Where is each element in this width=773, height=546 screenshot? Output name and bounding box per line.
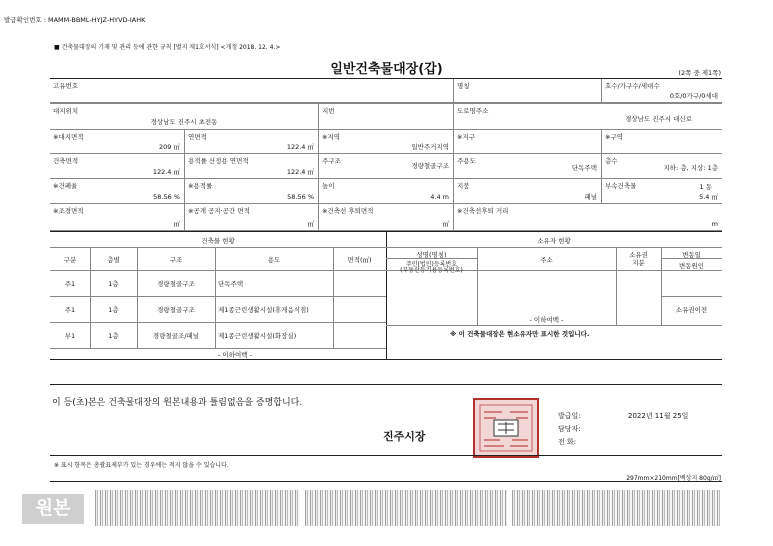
table-row-1-floor: 1층 [108, 280, 119, 288]
building-area-label: 건축면적 [53, 157, 79, 165]
setback-area-unit: ㎡ [442, 220, 449, 228]
site-location-label: 대지위치 [53, 107, 79, 115]
col-header-change-date: 변동일 [682, 251, 701, 259]
paper-size: 297mm×210mm[백상지 80g/㎡] [626, 475, 721, 482]
main-use-value: 단독주택 [571, 164, 597, 172]
coverage-ratio-label: ※건폐율 [53, 182, 78, 190]
table-row-1-structure: 경량철골구조 [157, 280, 195, 288]
coverage-ratio-value: 58.56 % [153, 193, 180, 201]
table-row-3-use: 제1종근린생활시설(화장실) [218, 332, 297, 340]
official-seal [470, 396, 542, 460]
col-header-reg-number: 주민(법인)등록번호 [405, 261, 458, 268]
lot-number-label: 지번 [322, 107, 335, 115]
col-header-change-reason: 변동원인 [678, 262, 705, 270]
units-label: 호수/가구수/세대수 [605, 82, 660, 90]
far-area-value: 122.4 ㎡ [286, 168, 314, 176]
owner-status-heading: 소유자 현황 [537, 237, 571, 245]
page-info: (2쪽 중 제1쪽) [678, 69, 721, 77]
original-logo: 원본 [22, 494, 84, 524]
col-header-address: 주소 [540, 256, 553, 264]
table-row-2-floor: 1층 [108, 306, 119, 314]
register-form [50, 78, 722, 385]
district-label: ※지구 [457, 133, 476, 141]
setback-distance-unit: m [711, 220, 718, 228]
setback-area-label: ※건축선 후퇴면적 [322, 207, 374, 215]
col-header-floor: 층별 [107, 256, 120, 264]
name-label: 명칭 [457, 82, 470, 90]
owner-end-note: - 이하여백 - [529, 316, 564, 324]
table-row-2-division: 주1 [64, 306, 76, 314]
row-landscape [50, 204, 722, 231]
footnote: ※ 표시 항목은 총괄표제부가 있는 경우에는 적지 않을 수 있습니다. [54, 462, 229, 469]
main-structure-value: 경량철골구조 [411, 162, 449, 170]
row-location [50, 103, 722, 130]
site-area-value: 209 ㎡ [159, 143, 180, 151]
col-header-use: 용도 [267, 256, 281, 264]
setback-distance-label: ※건축선후퇴 거리 [457, 207, 509, 215]
annex-count: 1 동 [699, 183, 712, 191]
roof-value: 패널 [584, 193, 597, 201]
table-row-3-floor: 1층 [108, 332, 119, 340]
col-header-share: 소유권 [629, 251, 648, 259]
floors-value: 지하: 층, 지상: 1층 [663, 164, 718, 172]
row-building [50, 154, 722, 179]
row-ratio [50, 179, 722, 204]
main-structure-label: 주구조 [322, 157, 341, 165]
table-row-3-division: 부1 [64, 332, 76, 340]
table-row-1-division: 주1 [64, 280, 76, 288]
landscape-area-label: ※조경면적 [53, 207, 84, 215]
document-title: 일반건축물대장(갑) [330, 62, 443, 77]
landscape-unit: ㎡ [173, 220, 180, 228]
certification-text: 이 등(초)본은 건축물대장의 원본내용과 틀림없음을 증명합니다. [52, 398, 303, 408]
row-unique [50, 79, 722, 103]
col-header-share-sub: 지분 [632, 259, 645, 267]
far-area-label: 용적률 산정용 연면적 [188, 157, 249, 165]
issue-number: 발급확인번호 : MAMM-BBML-HYJZ-HYVD-IAHK [4, 16, 146, 24]
col-header-owner-name: 성명(명칭) [416, 251, 447, 259]
floors-label: 층수 [605, 157, 618, 165]
table-row-1-use: 단독주택 [218, 280, 244, 288]
security-barcode-2 [305, 490, 507, 526]
issue-date-label: 발급일: [558, 412, 581, 420]
building-area-value: 122.4 ㎡ [152, 168, 180, 176]
total-floor-area-label: 연면적 [188, 133, 207, 141]
officer-label: 담당자: [558, 425, 581, 433]
main-use-label: 주용도 [457, 157, 476, 165]
site-area-label: ※대지면적 [53, 133, 84, 141]
height-label: 높이 [322, 182, 335, 190]
units-value: 0호/0가구/0세대 [669, 92, 718, 100]
table-row-2-use: 제1종근린생활시설(휴게음식점) [218, 306, 309, 314]
col-header-structure: 구조 [169, 256, 183, 264]
road-address-value: 경상남도 진주시 대신로 [625, 115, 692, 123]
open-space-unit: ㎡ [307, 220, 314, 228]
row-area [50, 130, 722, 154]
zone-label: ※지역 [322, 133, 341, 141]
phone-label: 전 화: [558, 438, 577, 446]
col-header-area: 면적(㎡) [347, 256, 372, 264]
building-end-note: - 이하여백 - [218, 351, 252, 359]
col-header-division: 구분 [63, 256, 77, 264]
total-floor-area-value: 122.4 ㎡ [286, 143, 314, 151]
unique-number-label: 고유번호 [53, 82, 79, 90]
change-reason-value: 소유권이전 [675, 306, 708, 314]
table-row-3-structure: 경량철골조/패널 [152, 332, 200, 340]
owner-notice: ※ 이 건축물대장은 현소유자만 표시한 것입니다. [450, 330, 590, 338]
security-barcode-1 [95, 490, 300, 526]
floor-area-ratio-value: 58.56 % [287, 193, 314, 201]
table-row-2-structure: 경량철골구조 [157, 306, 195, 314]
road-address-label: 도로명주소 [457, 107, 489, 115]
annex-area: 5.4 ㎡ [699, 193, 718, 201]
site-location-value: 경상남도 진주시 초전동 [150, 118, 218, 126]
roof-label: 지붕 [457, 182, 470, 190]
height-value: 4.4 m [430, 193, 449, 201]
zone-value: 일반주거지역 [411, 143, 449, 151]
building-status-heading: 건축물 현황 [201, 237, 235, 245]
floor-area-ratio-label: ※용적률 [188, 182, 213, 190]
status-table [50, 231, 722, 384]
regulation-note: ■ 건축물대장의 기재 및 관리 등에 관한 규칙 [별지 제1호서식] <개정 2018. 12. 4.> [54, 44, 281, 51]
annex-label: 부속건축물 [605, 182, 637, 190]
col-header-reg-number-sub: (부동산등기용등록번호) [400, 267, 463, 274]
issue-date-value: 2022년 11월 25일 [628, 412, 689, 420]
footer-rule [50, 455, 722, 456]
footer-rule-bottom [50, 481, 722, 482]
security-barcode-3 [512, 490, 720, 526]
issuer-name: 진주시장 [383, 430, 426, 443]
open-space-label: ※공개 공지·공간 면적 [188, 207, 250, 215]
section-label: ※구역 [605, 133, 624, 141]
